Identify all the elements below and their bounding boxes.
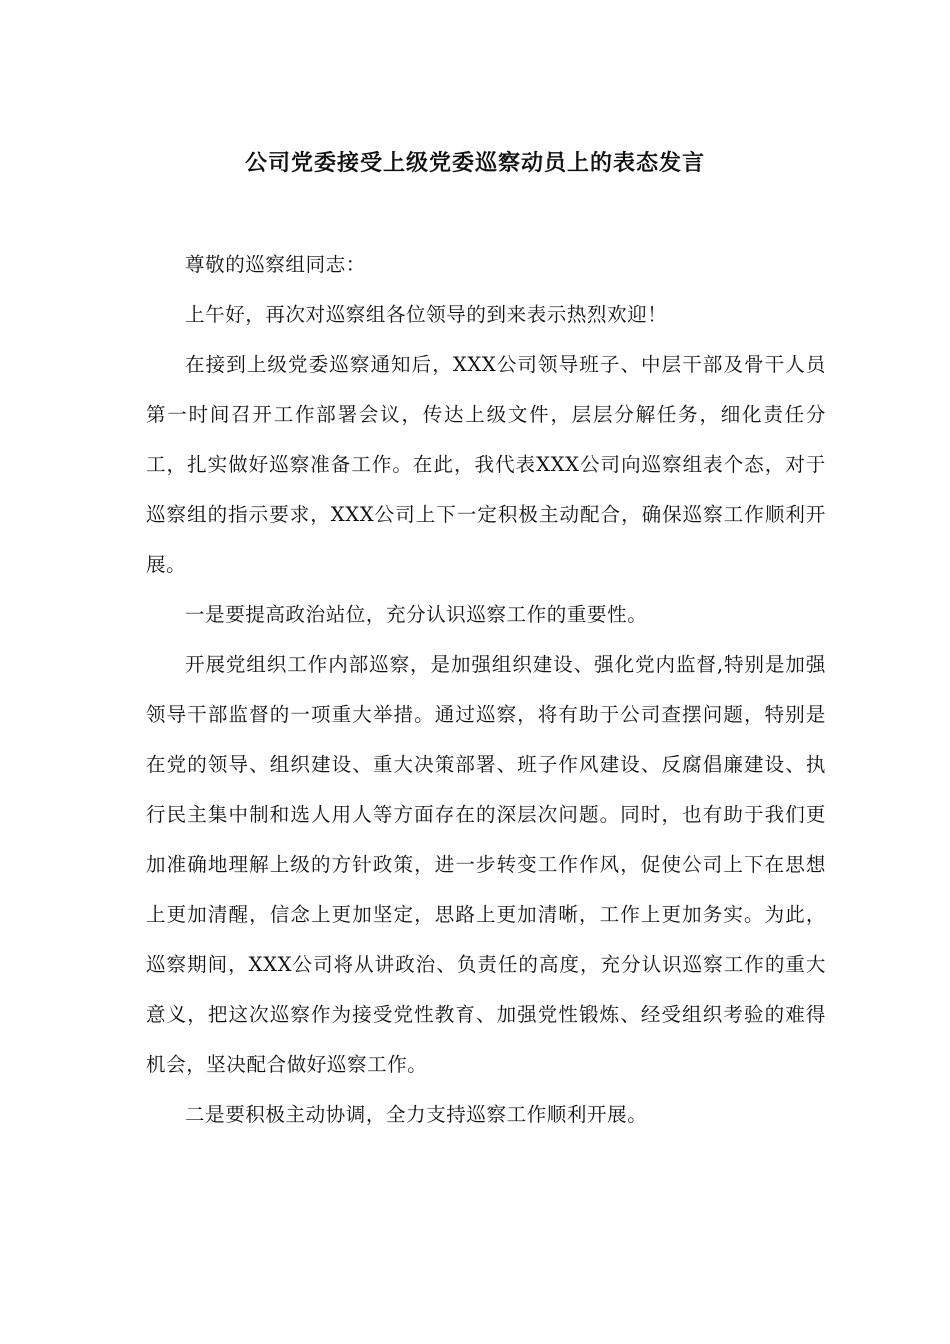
- salutation-paragraph: 尊敬的巡察组同志：: [185, 253, 366, 276]
- body-paragraph: 开展党组织工作内部巡察，是加强组织建设、强化党内监督,特别是加强领导干部监督的一项重大举措。通过巡察，将有助于公司查摆问题，特别是在党的领导、组织建设、重大决策部署、班子作风建设、反腐倡廉建设、执行民主集中制和选人用人等方面存在的深层次问题。同时，也有助于我们更加准确地理解上级的方针政策，进一步转变工作作风，促使公司上下在思想上更加清醒，信念上更加坚定，思路上更加清晰，工作上更加务实。为此，巡察期间，XXX公司将从讲政治、负责任的高度，充分认识巡察工作的重大意义，把这次巡察作为接受党性教育、加强党性锻炼、经受组织考验的难得机会，坚决配合做好巡察工作。: [146, 653, 826, 1076]
- section-heading-2: 二是要积极主动协调，全力支持巡察工作顺利开展。: [185, 1103, 648, 1126]
- document-body: [146, 240, 826, 1140]
- section-heading-1: 一是要提高政治站位，充分认识巡察工作的重要性。: [185, 603, 648, 626]
- body-paragraph: 在接到上级党委巡察通知后，XXX公司领导班子、中层干部及骨干人员第一时间召开工作部署会议，传达上级文件，层层分解任务，细化责任分工，扎实做好巡察准备工作。在此，我代表XXX公司向巡察组表个态，对于巡察组的指示要求，XXX公司上下一定积极主动配合，确保巡察工作顺利开展。: [146, 353, 826, 576]
- document-title: 公司党委接受上级党委巡察动员上的表态发言: [244, 150, 705, 176]
- greeting-paragraph: 上午好，再次对巡察组各位领导的到来表示热烈欢迎！: [185, 303, 668, 326]
